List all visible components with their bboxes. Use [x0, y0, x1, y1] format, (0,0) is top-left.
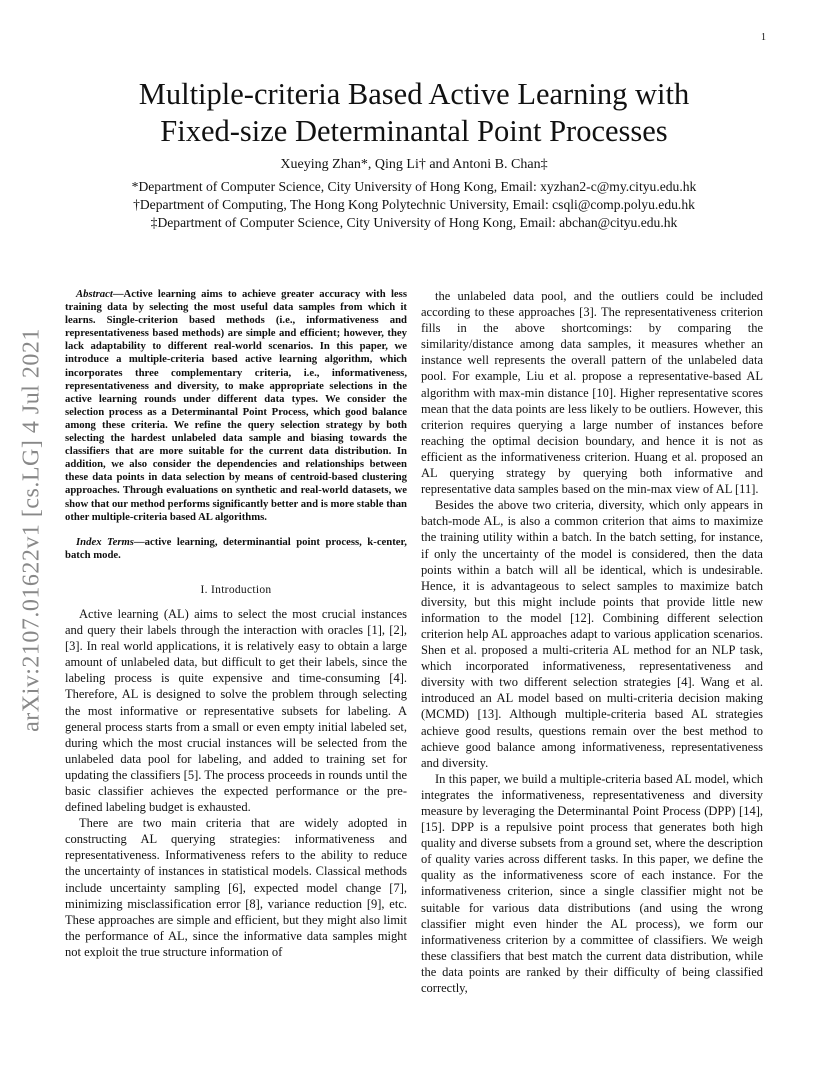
- abstract-text: —Active learning aims to achieve greater accuracy with less training data by selecting the most useful data samples from which it learns. Single-criterion based methods (i.e., informativeness and representativeness based methods) are simple and efficient; however, they lack adaptability to different real-world scenarios. In this paper, we introduce a multiple-criteria based active learning algorithm, which incorporates three complementary criteria, i.e., informativeness, representativeness and diversity, to make appropriate selections in the active learning rounds under different data types. We consider the selection process as a Determinantal Point Process, which good balance among these criteria. We refine the query selection strategy by both selecting the hardest unlabeled data sample and biasing towards the classifiers that are more suitable for the current data distribution. In addition, we also consider the dependencies and relationships between these data points in data selection by means of centroid-based clustering approaches. Through evaluations on synthetic and real-world datasets, we show that our method performs significantly better and is more stable than other multiple-criteria based AL algorithms.: [65, 288, 407, 523]
- right-paragraph-2: Besides the above two criteria, diversity, which only appears in batch-mode AL, is also a common criterion that aims to maximize the training utility within a batch. In the batch setting, for instance, if only the uncertainty of the model is considered, then the data points within a batch will all be identical, which is undesirable. Hence, it is advantageous to select samples to maximize batch diversity, but this might include points that provide little new information to the model [12]. Combining different selection criterion help AL approaches adapt to various application scenarios. Shen et al. proposed a multi-criteria AL method for an NLP task, which incorporated informativeness, representativeness and diversity with two different selection strategies [4]. Wang et al. introduced an AL model based on multi-criteria decision making (MCMD) [13]. Although multiple-criteria based AL strategies achieve good results, questions remain over the best method to achieve good balance among informativeness, representativeness and diversity.: [421, 498, 763, 770]
- intro-paragraph-1: Active learning (AL) aims to select the most crucial instances and query their labels through the interaction with oracles [1], [2], [3]. In real world applications, it is relatively easy to obtain a large amount of unlabeled data, but difficult to get their labels, since the labeling process is quite expensive and time-consuming [4]. Therefore, AL is designed to solve the problem through selecting the most informative or representative subsets for labeling. A general process starts from a small or even empty initial labeled set, during which the most crucial instances will be selected from the unlabeled data pool for labeling, and added to training set for updating the classifiers [5]. The process proceeds in rounds until the basic classifier achieves the expected performance or the pre-defined labeling budget is exhausted.: [65, 606, 407, 815]
- section-heading: I. Introduction: [200, 583, 272, 596]
- right-column: [421, 288, 763, 996]
- intro-paragraph-2: There are two main criteria that are widely adopted in constructing AL querying strategies: informativeness and representativeness. Informativeness refers to the ability to reduce the uncertainty of instances in statistical models. Classical methods include uncertainty sampling [6], expected model change [7], minimizing misclassification error [8], variance reduction [9], etc. These approaches are simple and efficient, but they might also limit the performance of AL, since the informative data samples might not exploit the true structure information of: [65, 816, 407, 959]
- arxiv-stamp: [10, 300, 54, 760]
- page-number: 1: [761, 32, 766, 43]
- affiliation-3: ‡Department of Computer Science, City University of Hong Kong, Email: abchan@cityu.edu.hk: [150, 215, 678, 230]
- index-terms-text: —active learning, determinantial point process, k-center, batch mode.: [65, 535, 407, 561]
- authors: Xueying Zhan*, Qing Li† and Antoni B. Chan‡: [280, 157, 548, 172]
- affiliation-1: *Department of Computer Science, City University of Hong Kong, Email: xyzhan2-c@my.cityu.edu.hk: [131, 179, 697, 194]
- right-paragraph-3: In this paper, we build a multiple-criteria based AL model, which integrates the informativeness, representativeness and diversity measure by leveraging the Determinantal Point Process (DPP) [14], [15]. DPP is a repulsive point process that generates both high quality and diverse subsets from a ground set, where the description of quality varies across different tasks. In this paper, we define the quality as the informativeness score of each instance. For the informativeness criterion, since a single classifier might not be suitable for various data distributions (and using the wrong classifier might even hinder the AL process), we form our informativeness criterion by a committee of classifiers. We weigh these classifiers that best match the current data distribution, while the data points are ranked by their difficulty of being classified correctly,: [421, 771, 763, 996]
- title-line-2: Fixed-size Determinantal Point Processes: [160, 114, 668, 148]
- title-line-1: Multiple-criteria Based Active Learning with: [138, 77, 690, 111]
- arxiv-id: arXiv:2107.01622v1 [cs.LG] 4 Jul 2021: [18, 328, 45, 732]
- index-terms-label: Index Terms: [76, 535, 134, 548]
- abstract-label: Abstract: [76, 288, 113, 300]
- left-column: [65, 288, 407, 960]
- right-paragraph-1: the unlabeled data pool, and the outliers could be included according to these approaches [3]. The representativeness criterion fills in the above shortcomings: by comparing the similarity/distance among data samples, it measures whether an instance well represents the overall pattern of the unlabeled data pool. For example, Liu et al. propose a representative-based AL algorithm with max-min distance [10]. Higher representative scores mean that the data points are less likely to be outliers. However, this criterion requires querying a large number of instances before reaching the optimal decision boundary, and hence it is not as efficient as the informativeness criterion. Huang et al. proposed an AL querying strategy by querying both informative and representative data samples based on the min-max view of AL [11].: [421, 289, 763, 497]
- index-terms: [65, 536, 407, 562]
- affiliation-2: †Department of Computing, The Hong Kong Polytechnic University, Email: csqli@comp.polyu.edu.hk: [133, 197, 695, 212]
- abstract: [65, 288, 407, 524]
- paper-title: [60, 76, 768, 150]
